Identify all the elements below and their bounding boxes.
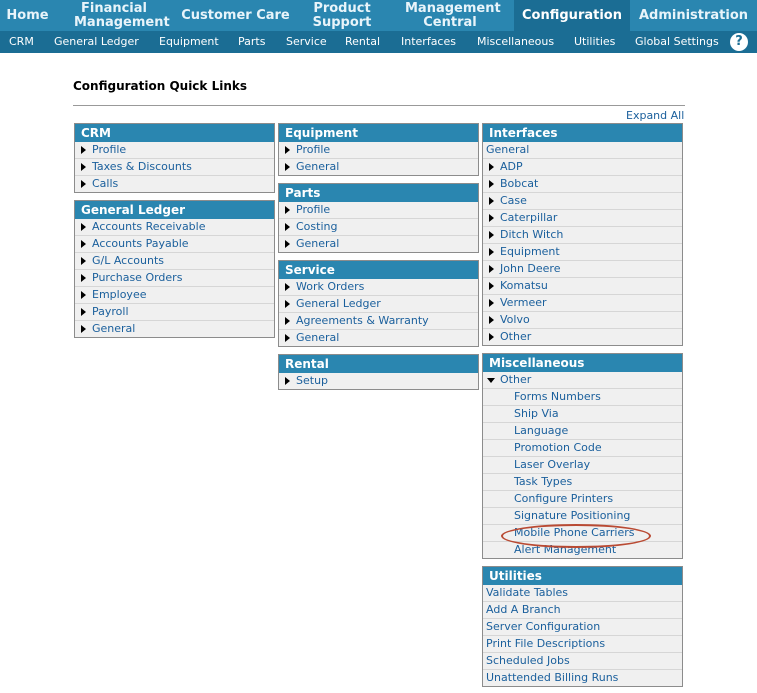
- expand-arrow-icon: [285, 223, 290, 231]
- crm-calls-link[interactable]: Calls: [75, 176, 274, 192]
- expand-arrow-icon: [81, 163, 86, 171]
- sub-nav: [0, 31, 757, 53]
- expand-arrow-icon: [285, 300, 290, 308]
- interfaces-bobcat-link[interactable]: Bobcat: [483, 176, 682, 193]
- sub-nav-crm[interactable]: CRM: [9, 35, 34, 48]
- interfaces-john-deere-link[interactable]: John Deere: [483, 261, 682, 278]
- interfaces-panel: [482, 123, 683, 346]
- expand-arrow-icon: [489, 248, 494, 256]
- interfaces-caterpillar-link[interactable]: Caterpillar: [483, 210, 682, 227]
- interfaces-adp-link[interactable]: ADP: [483, 159, 682, 176]
- interfaces-equipment-link[interactable]: Equipment: [483, 244, 682, 261]
- expand-arrow-icon: [81, 274, 86, 282]
- interfaces-volvo-link[interactable]: Volvo: [483, 312, 682, 329]
- sub-nav-equipment[interactable]: Equipment: [159, 35, 219, 48]
- crm-taxes-discounts-link[interactable]: Taxes & Discounts: [75, 159, 274, 176]
- expand-arrow-icon: [285, 240, 290, 248]
- interfaces-general-link[interactable]: General: [483, 142, 682, 159]
- expand-arrow-icon: [489, 231, 494, 239]
- misc-forms-numbers-link[interactable]: Forms Numbers: [483, 389, 682, 406]
- expand-arrow-icon: [489, 163, 494, 171]
- page-title: Configuration Quick Links: [73, 79, 248, 93]
- misc-mobile-phone-carriers-link[interactable]: Mobile Phone Carriers: [483, 525, 682, 542]
- parts-profile-link[interactable]: Profile: [279, 202, 478, 219]
- gl-purchase-orders-link[interactable]: Purchase Orders: [75, 270, 274, 287]
- help-icon[interactable]: ?: [730, 33, 748, 51]
- misc-ship-via-link[interactable]: Ship Via: [483, 406, 682, 423]
- rental-panel: [278, 354, 479, 390]
- expand-arrow-icon: [489, 282, 494, 290]
- sub-nav-global-settings[interactable]: Global Settings: [635, 35, 719, 48]
- expand-arrow-icon: [489, 180, 494, 188]
- service-general-ledger-link[interactable]: General Ledger: [279, 296, 478, 313]
- general-ledger-panel: [74, 200, 275, 338]
- sub-nav-interfaces[interactable]: Interfaces: [401, 35, 456, 48]
- expand-arrow-icon: [285, 283, 290, 291]
- sub-nav-parts[interactable]: Parts: [238, 35, 266, 48]
- expand-arrow-icon: [81, 308, 86, 316]
- misc-promotion-code-link[interactable]: Promotion Code: [483, 440, 682, 457]
- util-unattended-billing-runs-link[interactable]: Unattended Billing Runs: [483, 670, 682, 686]
- expand-arrow-icon: [489, 265, 494, 273]
- parts-panel: [278, 183, 479, 253]
- expand-arrow-icon: [285, 377, 290, 385]
- gl-employee-link[interactable]: Employee: [75, 287, 274, 304]
- expand-arrow-icon: [81, 240, 86, 248]
- expand-arrow-icon: [489, 197, 494, 205]
- equipment-profile-link[interactable]: Profile: [279, 142, 478, 159]
- misc-task-types-link[interactable]: Task Types: [483, 474, 682, 491]
- top-nav-financial-management[interactable]: Financial Management: [74, 0, 170, 30]
- title-divider: [73, 105, 685, 106]
- util-print-file-descriptions-link[interactable]: Print File Descriptions: [483, 636, 682, 653]
- collapse-arrow-icon: [487, 378, 495, 383]
- expand-arrow-icon: [81, 223, 86, 231]
- service-panel: [278, 260, 479, 347]
- equipment-panel-header[interactable]: Equipment: [279, 124, 478, 142]
- misc-language-link[interactable]: Language: [483, 423, 682, 440]
- equipment-panel: [278, 123, 479, 176]
- sub-nav-rental[interactable]: Rental: [345, 35, 380, 48]
- util-scheduled-jobs-link[interactable]: Scheduled Jobs: [483, 653, 682, 670]
- equipment-general-link[interactable]: General: [279, 159, 478, 175]
- misc-signature-positioning-link[interactable]: Signature Positioning: [483, 508, 682, 525]
- top-nav-home[interactable]: Home: [6, 7, 49, 23]
- interfaces-vermeer-link[interactable]: Vermeer: [483, 295, 682, 312]
- interfaces-ditch-witch-link[interactable]: Ditch Witch: [483, 227, 682, 244]
- expand-arrow-icon: [81, 146, 86, 154]
- utilities-panel: [482, 566, 683, 687]
- top-nav-customer-care[interactable]: Customer Care: [181, 7, 290, 23]
- gl-general-link[interactable]: General: [75, 321, 274, 337]
- sub-nav-utilities[interactable]: Utilities: [574, 35, 616, 48]
- util-add-a-branch-link[interactable]: Add A Branch: [483, 602, 682, 619]
- gl-gl-accounts-link[interactable]: G/L Accounts: [75, 253, 274, 270]
- expand-arrow-icon: [81, 291, 86, 299]
- rental-panel-header[interactable]: Rental: [279, 355, 478, 373]
- top-nav: [0, 0, 757, 31]
- service-agreements-warranty-link[interactable]: Agreements & Warranty: [279, 313, 478, 330]
- top-nav-configuration[interactable]: Configuration: [514, 0, 630, 31]
- expand-arrow-icon: [489, 333, 494, 341]
- parts-general-link[interactable]: General: [279, 236, 478, 252]
- service-panel-header[interactable]: Service: [279, 261, 478, 279]
- expand-all-link[interactable]: Expand All: [626, 109, 685, 122]
- gl-accounts-receivable-link[interactable]: Accounts Receivable: [75, 219, 274, 236]
- util-validate-tables-link[interactable]: Validate Tables: [483, 585, 682, 602]
- misc-laser-overlay-link[interactable]: Laser Overlay: [483, 457, 682, 474]
- miscellaneous-panel-header[interactable]: Miscellaneous: [483, 354, 682, 372]
- sub-nav-miscellaneous[interactable]: Miscellaneous: [477, 35, 555, 48]
- expand-arrow-icon: [489, 299, 494, 307]
- gl-accounts-payable-link[interactable]: Accounts Payable: [75, 236, 274, 253]
- top-nav-product-support[interactable]: Product Support: [312, 0, 372, 30]
- expand-arrow-icon: [285, 317, 290, 325]
- utilities-panel-header[interactable]: Utilities: [483, 567, 682, 585]
- rental-setup-link[interactable]: Setup: [279, 373, 478, 389]
- sub-nav-service[interactable]: Service: [286, 35, 327, 48]
- top-nav-administration[interactable]: Administration: [638, 7, 749, 23]
- service-work-orders-link[interactable]: Work Orders: [279, 279, 478, 296]
- interfaces-other-link[interactable]: Other: [483, 329, 682, 345]
- parts-panel-header[interactable]: Parts: [279, 184, 478, 202]
- miscellaneous-panel: [482, 353, 683, 559]
- crm-panel-header[interactable]: CRM: [75, 124, 274, 142]
- parts-costing-link[interactable]: Costing: [279, 219, 478, 236]
- top-nav-management-central[interactable]: Management Central: [405, 0, 501, 30]
- expand-arrow-icon: [489, 316, 494, 324]
- expand-arrow-icon: [285, 206, 290, 214]
- expand-arrow-icon: [81, 325, 86, 333]
- interfaces-komatsu-link[interactable]: Komatsu: [483, 278, 682, 295]
- sub-nav-general-ledger[interactable]: General Ledger: [54, 35, 139, 48]
- service-general-link[interactable]: General: [279, 330, 478, 346]
- general-ledger-panel-header[interactable]: General Ledger: [75, 201, 274, 219]
- misc-configure-printers-link[interactable]: Configure Printers: [483, 491, 682, 508]
- expand-arrow-icon: [81, 257, 86, 265]
- crm-panel: [74, 123, 275, 193]
- interfaces-case-link[interactable]: Case: [483, 193, 682, 210]
- interfaces-panel-header[interactable]: Interfaces: [483, 124, 682, 142]
- expand-arrow-icon: [489, 214, 494, 222]
- expand-arrow-icon: [285, 163, 290, 171]
- expand-arrow-icon: [81, 180, 86, 188]
- misc-alert-management-link[interactable]: Alert Management: [483, 542, 682, 558]
- crm-profile-link[interactable]: Profile: [75, 142, 274, 159]
- expand-arrow-icon: [285, 146, 290, 154]
- util-server-configuration-link[interactable]: Server Configuration: [483, 619, 682, 636]
- misc-other-group[interactable]: Other: [483, 372, 682, 389]
- expand-arrow-icon: [285, 334, 290, 342]
- gl-payroll-link[interactable]: Payroll: [75, 304, 274, 321]
